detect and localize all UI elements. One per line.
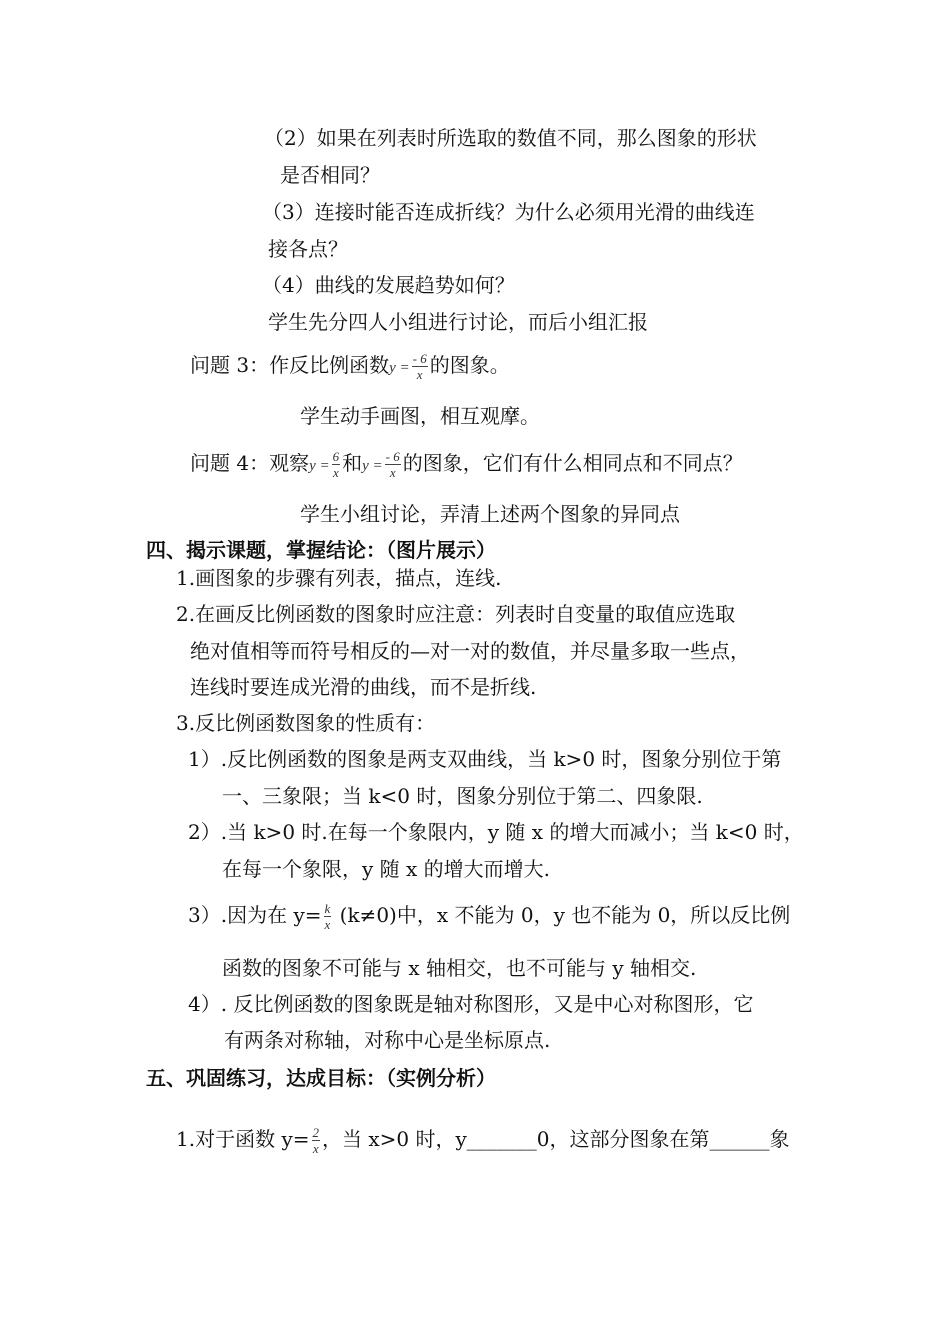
problem-4-fraction-1 <box>332 449 341 480</box>
section-4-item-1: 1.画图象的步骤有列表，描点，连线. <box>176 566 502 590</box>
property-4-line-1: 4）. 反比例函数的图象既是轴对称图形，又是中心对称图形，它 <box>188 992 754 1016</box>
question-2-line-2: 是否相同？ <box>280 163 380 187</box>
drawing-note: 学生动手画图，相互观摩。 <box>300 404 540 428</box>
problem-4-prefix: 问题 4：观察 <box>190 451 310 475</box>
fraction-denominator: x <box>312 1141 319 1156</box>
section-4-heading: 四、揭示课题，掌握结论：（图片展示） <box>146 538 496 562</box>
section-4-item-2-line-1: 2.在画反比例函数的图象时应注意：列表时自变量的取值应选取 <box>176 602 736 626</box>
problem-3-suffix: 的图象。 <box>429 353 510 377</box>
exercise-1 <box>176 1124 790 1156</box>
group-discussion-note: 学生小组讨论，弄清上述两个图象的异同点 <box>300 502 680 526</box>
fraction-denominator: x <box>416 367 423 382</box>
fraction-numerator: - 6 <box>412 351 427 366</box>
section-4-item-2-line-2: 绝对值相等而符号相反的—对一对的数值，并尽量多取一些点， <box>190 639 750 663</box>
exercise-1-fraction <box>312 1125 321 1156</box>
problem-4-and: 和 <box>342 451 363 475</box>
section-4-item-2-line-3: 连线时要连成光滑的曲线，而不是折线. <box>190 675 537 699</box>
section-4-item-3: 3.反比例函数图象的性质有： <box>176 711 436 735</box>
problem-4 <box>190 448 743 481</box>
fraction-numerator: 2 <box>312 1125 319 1140</box>
property-3-line-2: 函数的图象不可能与 x 轴相交，也不可能与 y 轴相交. <box>222 956 697 980</box>
fraction-numerator: k <box>324 901 331 916</box>
exercise-1-prefix: 1.对于函数 y= <box>176 1127 310 1151</box>
fraction-denominator: x <box>332 465 339 480</box>
question-2-line-1: （2）如果在列表时所选取的数值不同，那么图象的形状 <box>264 126 757 150</box>
property-3-fraction <box>324 901 332 932</box>
problem-3-fraction <box>412 351 428 382</box>
problem-4-lhs-2: y = <box>362 458 383 474</box>
property-2-line-2: 在每一个象限，y 随 x 的增大而增大. <box>222 857 551 881</box>
fraction-numerator: - 6 <box>385 449 400 464</box>
property-4-line-2: 有两条对称轴，对称中心是坐标原点. <box>224 1028 551 1052</box>
property-2-line-1: 2）.当 k>0 时.在每一个象限内，y 随 x 的增大而减小；当 k<0 时， <box>188 820 804 844</box>
problem-4-lhs-1: y = <box>309 458 330 474</box>
problem-4-suffix: 的图象，它们有什么相同点和不同点？ <box>402 451 743 475</box>
property-1-line-2: 一、三象限；当 k<0 时，图象分别位于第二、四象限. <box>222 784 703 808</box>
exercise-1-suffix: ，当 x>0 时，y_______0，这部分图象在第______象 <box>322 1127 790 1151</box>
question-4: （4）曲线的发展趋势如何？ <box>262 273 515 297</box>
discussion-note: 学生先分四人小组进行讨论，而后小组汇报 <box>268 310 648 334</box>
property-3-suffix: (k≠0)中，x 不能为 0，y 也不能为 0，所以反比例 <box>333 903 791 927</box>
property-3-line-1 <box>188 900 790 932</box>
problem-4-fraction-2 <box>385 449 401 480</box>
question-3-line-2: 接各点？ <box>268 237 348 261</box>
problem-3-lhs: y = <box>389 360 410 376</box>
problem-3 <box>190 350 510 383</box>
property-1-line-1: 1）.反比例函数的图象是两支双曲线，当 k>0 时，图象分别位于第 <box>188 747 782 771</box>
fraction-denominator: x <box>324 917 331 932</box>
fraction-numerator: 6 <box>332 449 340 464</box>
section-5-heading: 五、巩固练习，达成目标：（实例分析） <box>146 1066 496 1090</box>
property-3-prefix: 3）.因为在 y= <box>188 903 322 927</box>
question-3-line-1: （3）连接时能否连成折线？为什么必须用光滑的曲线连 <box>262 200 755 224</box>
problem-3-prefix: 问题 3：作反比例函数 <box>190 353 390 377</box>
fraction-denominator: x <box>389 465 396 480</box>
